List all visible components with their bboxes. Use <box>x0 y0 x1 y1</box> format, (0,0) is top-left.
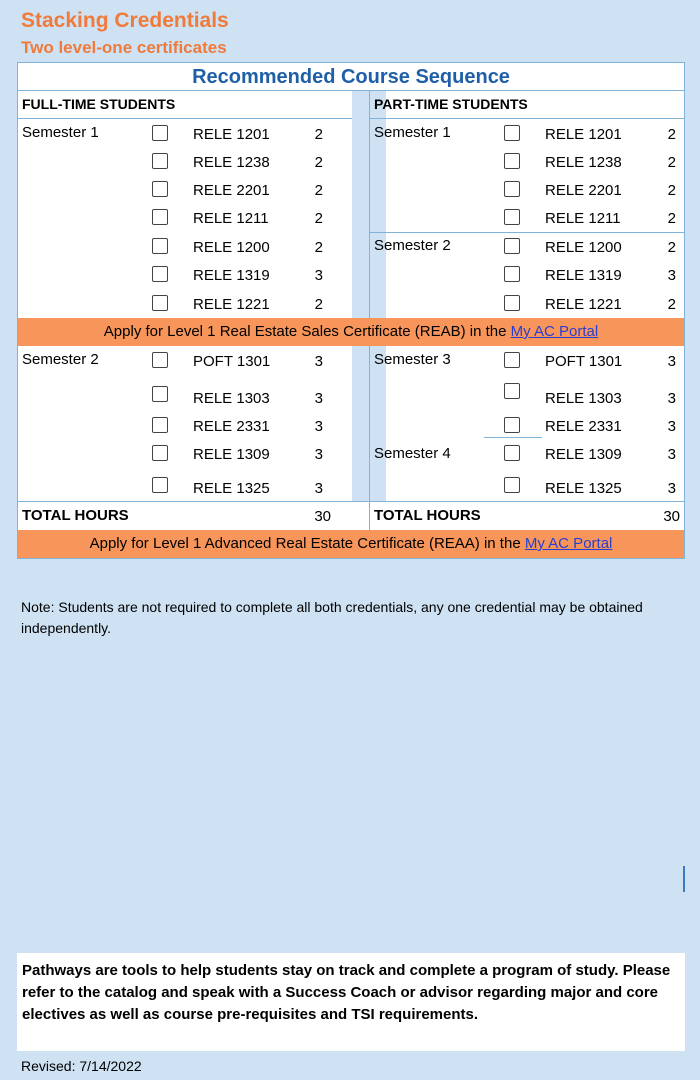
course-checkbox[interactable] <box>152 477 168 493</box>
course-checkbox[interactable] <box>504 417 520 433</box>
my-ac-portal-link[interactable]: My AC Portal <box>524 535 613 552</box>
divider <box>369 501 370 530</box>
course-hours: 3 <box>667 267 676 284</box>
course-checkbox[interactable] <box>504 383 520 399</box>
part-time-total-label: TOTAL HOURS <box>374 507 481 524</box>
course-hours: 3 <box>667 418 676 435</box>
course-code: RELE 1221 <box>193 296 270 313</box>
my-ac-portal-link[interactable]: My AC Portal <box>510 323 599 340</box>
course-code: RELE 1303 <box>545 390 622 407</box>
divider <box>369 90 370 318</box>
banner-text: Apply for Level 1 Real Estate Sales Certificate (REAB) in the <box>103 323 511 340</box>
course-hours: 2 <box>314 239 323 256</box>
pathways-notice: Pathways are tools to help students stay on track and complete a program of study. Please refer to the catalog and speak with a Success Coach or advisor regarding major and core electives as well as course pre-requisites and TSI requirements. <box>17 953 685 1051</box>
course-checkbox[interactable] <box>504 181 520 197</box>
course-sequence-table <box>17 62 685 559</box>
course-code: RELE 1211 <box>545 210 621 227</box>
course-hours: 2 <box>667 296 676 313</box>
course-checkbox[interactable] <box>152 417 168 433</box>
course-code: RELE 2201 <box>545 182 622 199</box>
course-hours: 2 <box>314 154 323 171</box>
course-code: RELE 2201 <box>193 182 270 199</box>
banner-text: Apply for Level 1 Advanced Real Estate Certificate (REAA) in the <box>89 535 525 552</box>
course-hours: 2 <box>314 126 323 143</box>
part-time-semester-2: Semester 2 <box>374 237 451 254</box>
part-time-heading: PART-TIME STUDENTS <box>374 96 528 112</box>
course-hours: 2 <box>667 126 676 143</box>
course-code: RELE 2331 <box>193 418 270 435</box>
course-code: RELE 1309 <box>545 446 622 463</box>
full-time-heading: FULL-TIME STUDENTS <box>22 96 176 112</box>
course-checkbox[interactable] <box>504 295 520 311</box>
course-checkbox[interactable] <box>504 238 520 254</box>
course-code: RELE 1319 <box>545 267 622 284</box>
course-checkbox[interactable] <box>152 125 168 141</box>
table-title: Recommended Course Sequence <box>192 66 510 88</box>
text-cursor-marker <box>683 866 685 892</box>
apply-reab-banner <box>18 318 684 346</box>
course-checkbox[interactable] <box>152 181 168 197</box>
course-checkbox[interactable] <box>152 238 168 254</box>
course-code: RELE 1200 <box>545 239 622 256</box>
course-hours: 2 <box>314 210 323 227</box>
course-checkbox[interactable] <box>504 352 520 368</box>
course-code: RELE 1200 <box>193 239 270 256</box>
divider <box>18 90 684 91</box>
course-hours: 3 <box>667 446 676 463</box>
course-hours: 3 <box>314 480 323 497</box>
revised-date: Revised: 7/14/2022 <box>21 1058 142 1074</box>
course-hours: 2 <box>667 210 676 227</box>
full-time-semester-2: Semester 2 <box>22 351 99 368</box>
course-hours: 2 <box>667 239 676 256</box>
page-subtitle: Two level-one certificates <box>21 38 227 57</box>
course-hours: 3 <box>314 446 323 463</box>
course-hours: 2 <box>314 182 323 199</box>
course-checkbox[interactable] <box>152 153 168 169</box>
part-time-semester-1: Semester 1 <box>374 124 451 141</box>
course-checkbox[interactable] <box>152 352 168 368</box>
full-time-total-value: 30 <box>314 508 331 525</box>
course-checkbox[interactable] <box>504 209 520 225</box>
course-hours: 2 <box>667 154 676 171</box>
course-checkbox[interactable] <box>504 477 520 493</box>
course-code: RELE 1221 <box>545 296 622 313</box>
course-code: POFT 1301 <box>545 353 623 370</box>
course-code: RELE 2331 <box>545 418 622 435</box>
course-checkbox[interactable] <box>504 125 520 141</box>
course-code: RELE 1201 <box>193 126 270 143</box>
course-checkbox[interactable] <box>152 295 168 311</box>
course-checkbox[interactable] <box>504 445 520 461</box>
page-title: Stacking Credentials <box>21 9 229 32</box>
course-hours: 3 <box>667 390 676 407</box>
course-code: RELE 1319 <box>193 267 270 284</box>
course-hours: 3 <box>314 418 323 435</box>
part-time-semester-3: Semester 3 <box>374 351 451 368</box>
divider <box>369 346 370 501</box>
divider <box>369 232 684 233</box>
course-hours: 3 <box>667 480 676 497</box>
course-hours: 2 <box>314 296 323 313</box>
apply-reaa-banner <box>18 530 684 558</box>
divider <box>18 501 684 502</box>
course-code: RELE 1303 <box>193 390 270 407</box>
course-hours: 2 <box>667 182 676 199</box>
part-time-semester-4: Semester 4 <box>374 445 451 462</box>
course-code: RELE 1309 <box>193 446 270 463</box>
course-code: RELE 1238 <box>545 154 622 171</box>
course-code: RELE 1325 <box>193 480 270 497</box>
course-checkbox[interactable] <box>152 266 168 282</box>
course-hours: 3 <box>314 267 323 284</box>
course-code: RELE 1211 <box>193 210 269 227</box>
course-code: RELE 1325 <box>545 480 622 497</box>
course-checkbox[interactable] <box>504 266 520 282</box>
course-checkbox[interactable] <box>152 445 168 461</box>
part-time-total-value: 30 <box>663 508 680 525</box>
full-time-semester-1: Semester 1 <box>22 124 99 141</box>
course-hours: 3 <box>314 353 323 370</box>
course-code: POFT 1301 <box>193 353 271 370</box>
course-hours: 3 <box>314 390 323 407</box>
course-checkbox[interactable] <box>152 386 168 402</box>
full-time-total-label: TOTAL HOURS <box>22 507 129 524</box>
course-code: RELE 1201 <box>545 126 622 143</box>
course-checkbox[interactable] <box>504 153 520 169</box>
divider <box>369 118 684 119</box>
divider <box>484 437 542 438</box>
course-hours: 3 <box>667 353 676 370</box>
course-checkbox[interactable] <box>152 209 168 225</box>
note-text: Note: Students are not required to complete all both credentials, any one credential may be obtained independently. <box>21 599 643 636</box>
divider <box>18 118 352 119</box>
course-code: RELE 1238 <box>193 154 270 171</box>
